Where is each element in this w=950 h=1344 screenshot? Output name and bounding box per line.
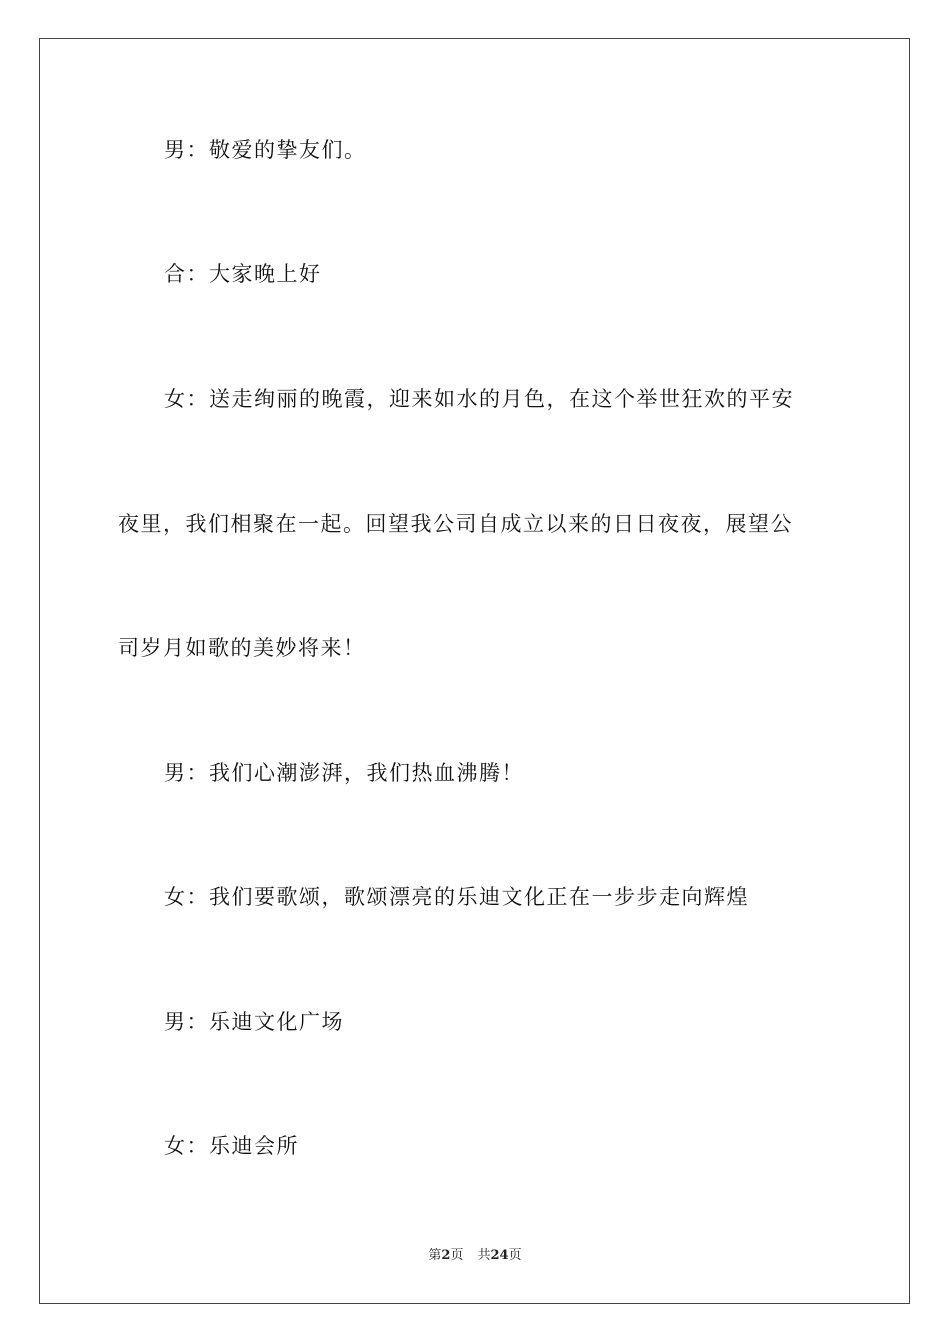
page-prefix: 第 — [428, 1248, 442, 1263]
dialogue-line-female-paragraph-end: 司岁月如歌的美妙将来！ — [118, 636, 366, 660]
page-suffix: 页 — [450, 1248, 464, 1263]
dialogue-line-male-plaza: 男：乐迪文化广场 — [164, 1010, 344, 1034]
dialogue-line-female-praise: 女：我们要歌颂，歌颂漂亮的乐迪文化正在一步步走向辉煌 — [164, 885, 749, 909]
dialogue-line-male-greeting: 男：敬爱的挚友们。 — [164, 138, 367, 162]
dialogue-line-male-excitement: 男：我们心潮澎湃，我们热血沸腾！ — [164, 761, 524, 785]
total-pages: 24 — [490, 1248, 509, 1263]
total-suffix: 页 — [508, 1248, 522, 1263]
dialogue-line-together-greeting: 合：大家晚上好 — [164, 262, 322, 286]
page-footer — [0, 1247, 950, 1265]
page-number: 2 — [441, 1248, 451, 1263]
dialogue-line-female-club: 女：乐迪会所 — [164, 1134, 299, 1158]
total-prefix: 共 — [477, 1248, 491, 1263]
page-border — [39, 38, 910, 1304]
dialogue-line-female-paragraph-continued: 夜里，我们相聚在一起。回望我公司自成立以来的日日夜夜，展望公 — [118, 512, 793, 536]
dialogue-line-female-paragraph-start: 女：送走绚丽的晚霞，迎来如水的月色，在这个举世狂欢的平安 — [164, 387, 794, 411]
